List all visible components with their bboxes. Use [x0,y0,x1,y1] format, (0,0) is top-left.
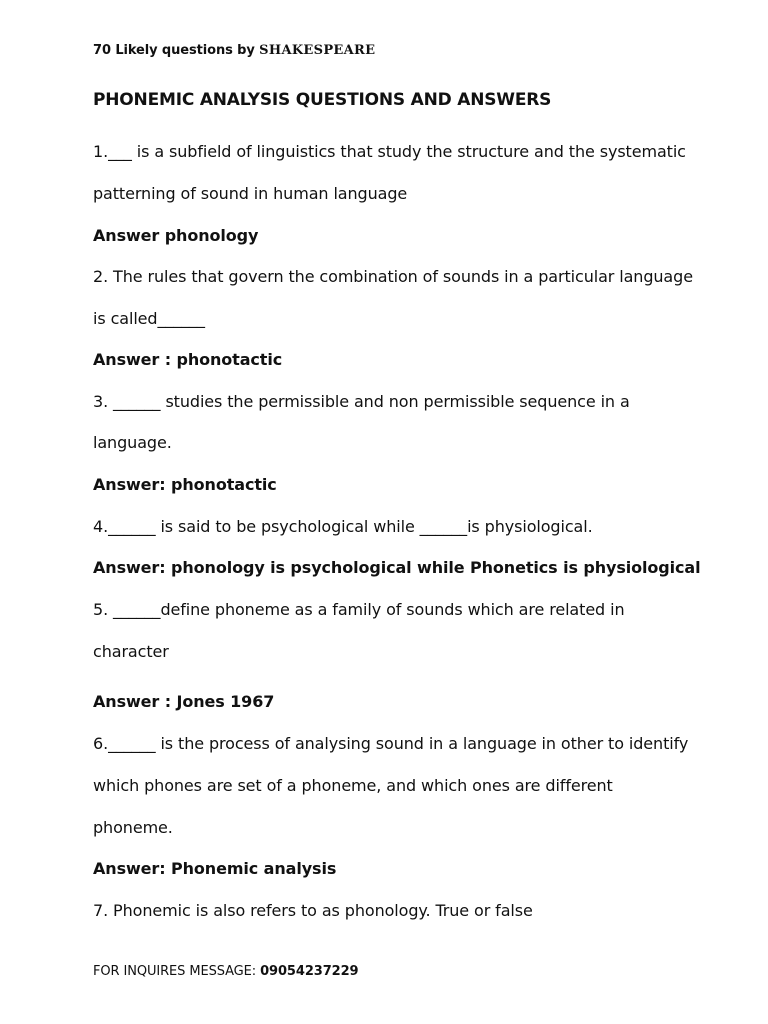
question-1-line-1: 1.___ is a subfield of linguistics that study the structure and the systematic [93,142,686,161]
question-3-line-1: 3. ______ studies the permissible and non permissible sequence in a [93,392,630,411]
question-6-line-1: 6.______ is the process of analysing sound in a language in other to identify [93,734,689,753]
question-5-line-2: character [93,642,169,661]
answer-2: Answer : phonotactic [93,350,283,369]
document-footer [93,962,359,982]
answer-6: Answer: Phonemic analysis [93,859,337,878]
answer-4: Answer: phonology is psychological while Phonetics is physiological [93,558,701,577]
answer-5: Answer : Jones 1967 [93,692,275,711]
document-header [93,41,375,61]
question-4-line-1: 4.______ is said to be psychological while ______is physiological. [93,517,593,536]
header-prefix: 70 Likely questions by [93,43,260,58]
answer-3: Answer: phonotactic [93,475,277,494]
question-2-line-1: 2. The rules that govern the combination of sounds in a particular language [93,267,693,286]
footer-label: FOR INQUIRES MESSAGE: [93,964,261,979]
question-6-line-3: phoneme. [93,818,173,837]
answer-1: Answer phonology [93,226,259,245]
header-author: SHAKESPEARE [259,43,376,58]
question-7-line-1: 7. Phonemic is also refers to as phonology. True or false [93,901,533,920]
question-2-line-2: is called______ [93,309,205,328]
page-title: PHONEMIC ANALYSIS QUESTIONS AND ANSWERS [93,90,552,110]
question-1-line-2: patterning of sound in human language [93,184,408,203]
question-3-line-2: language. [93,433,172,452]
question-5-line-1: 5. ______define phoneme as a family of sounds which are related in [93,600,625,619]
question-6-line-2: which phones are set of a phoneme, and which ones are different [93,776,613,795]
footer-phone: 09054237229 [260,964,359,979]
